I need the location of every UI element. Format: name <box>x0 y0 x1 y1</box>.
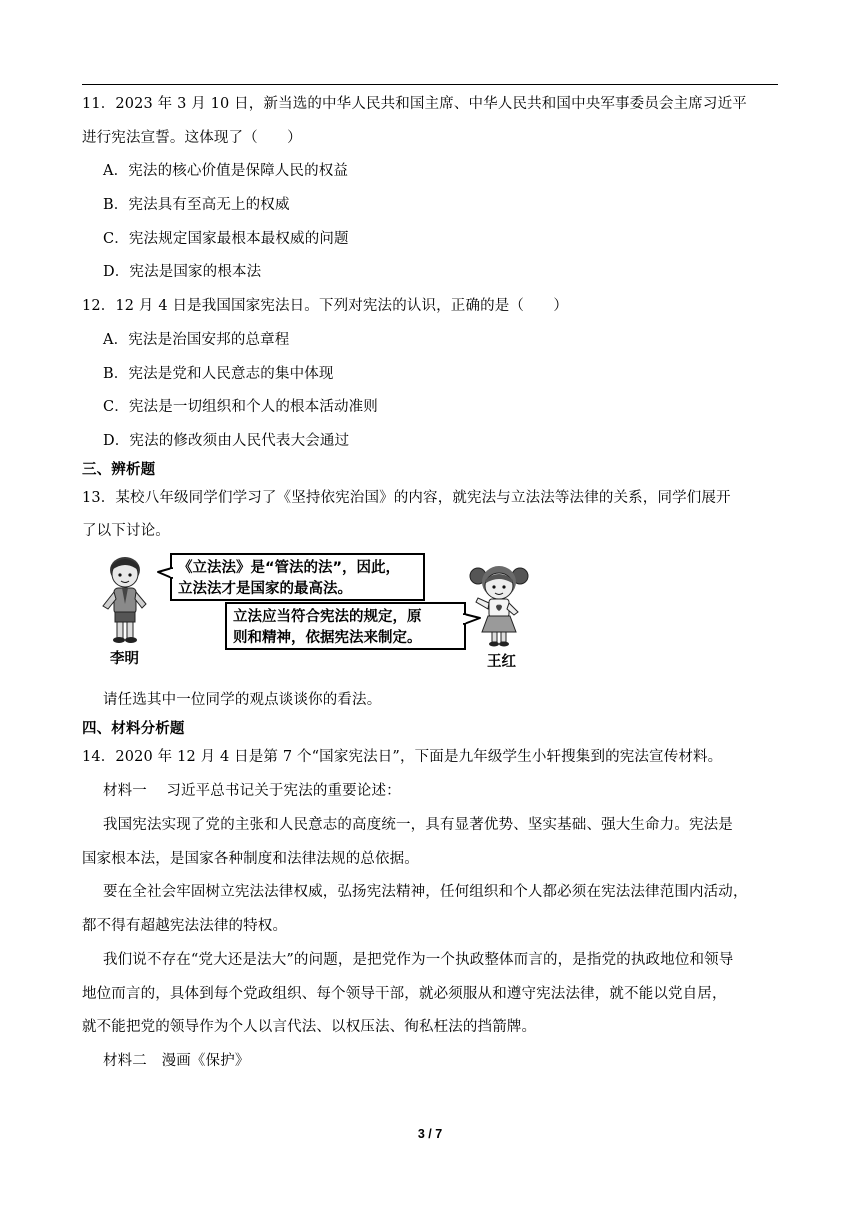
q14-stem: 14．2020 年 12 月 4 日是第 7 个“国家宪法日”，下面是九年级学生小轩搜集到的宪法宣传材料。 <box>82 749 723 765</box>
bubble2-line1: 立法应当符合宪法的规定，原 <box>233 609 422 625</box>
girl-figure <box>470 566 528 647</box>
speech-bubble-2 <box>226 603 480 649</box>
q13-prompt: 请任选其中一位同学的观点谈谈你的看法。 <box>103 692 382 708</box>
q11-option-b: B．宪法具有至高无上的权威 <box>103 197 290 213</box>
q14-p3-line3: 就不能把党的领导作为个人以言代法、以权压法、徇私枉法的挡箭牌。 <box>82 1019 537 1035</box>
q14-material1-title: 材料一 习近平总书记关于宪法的重要论述： <box>103 783 401 799</box>
header-rule <box>82 84 778 85</box>
q14-p1-line1: 我国宪法实现了党的主张和人民意志的高度统一，具有显著优势、坚实基础、强大生命力。宪法是 <box>103 817 733 833</box>
q12-option-a: A．宪法是治国安邦的总章程 <box>103 332 290 348</box>
q14-material2-title: 材料二 漫画《保护》 <box>103 1053 250 1069</box>
q14-p1-line2: 国家根本法，是国家各种制度和法律法规的总依据。 <box>82 851 419 867</box>
bubble1-line1: 《立法法》是“管法的法”，因此， <box>178 560 401 576</box>
q11-stem-line1: 11．2023 年 3 月 10 日，新当选的中华人民共和国主席、中华人民共和国中央军事委员会主席习近平 <box>82 96 747 112</box>
q12-option-c: C．宪法是一切组织和个人的根本活动准则 <box>103 399 378 415</box>
page-number: 3 / 7 <box>417 1127 443 1141</box>
name-wang-hong: 王红 <box>487 654 516 670</box>
q11-option-d: D．宪法是国家的根本法 <box>103 264 262 280</box>
q13-stem-line2: 了以下讨论。 <box>82 523 170 539</box>
q14-p2-line1: 要在全社会牢固树立宪法法律权威，弘扬宪法精神，任何组织和个人都必须在宪法法律范围内活动， <box>103 884 748 900</box>
bubble1-line2: 立法法才是国家的最高法。 <box>178 581 352 597</box>
q13-stem-line1: 13．某校八年级同学们学习了《坚持依宪治国》的内容，就宪法与立法法等法律的关系，同学们展开 <box>82 490 731 506</box>
section-3-title: 三、辨析题 <box>82 462 156 478</box>
q11-option-a: A．宪法的核心价值是保障人民的权益 <box>103 163 349 179</box>
q11-option-c: C．宪法规定国家最根本最权威的问题 <box>103 231 349 247</box>
q12-option-b: B．宪法是党和人民意志的集中体现 <box>103 366 334 382</box>
q11-stem-line2: 进行宪法宣誓。这体现了（ ） <box>82 130 302 146</box>
boy-figure <box>103 557 146 643</box>
q14-p3-line2: 地位而言的，具体到每个党政组织、每个领导干部，就必须服从和遵守宪法法律，就不能以党自居， <box>82 986 727 1002</box>
q14-p2-line2: 都不得有超越宪法法律的特权。 <box>82 918 288 934</box>
section-4-title: 四、材料分析题 <box>82 721 185 737</box>
q14-p3-line1: 我们说不存在“党大还是法大”的问题，是把党作为一个执政整体而言的，是指党的执政地位和领导 <box>103 952 734 968</box>
bubble2-line2: 则和精神，依据宪法来制定。 <box>233 630 422 646</box>
q12-option-d: D．宪法的修改须由人民代表大会通过 <box>103 433 350 449</box>
speech-bubble-1 <box>158 554 424 600</box>
discussion-illustration <box>100 548 540 674</box>
name-li-ming: 李明 <box>110 651 139 667</box>
q12-stem: 12．12 月 4 日是我国国家宪法日。下列对宪法的认识，正确的是（ ） <box>82 298 569 314</box>
